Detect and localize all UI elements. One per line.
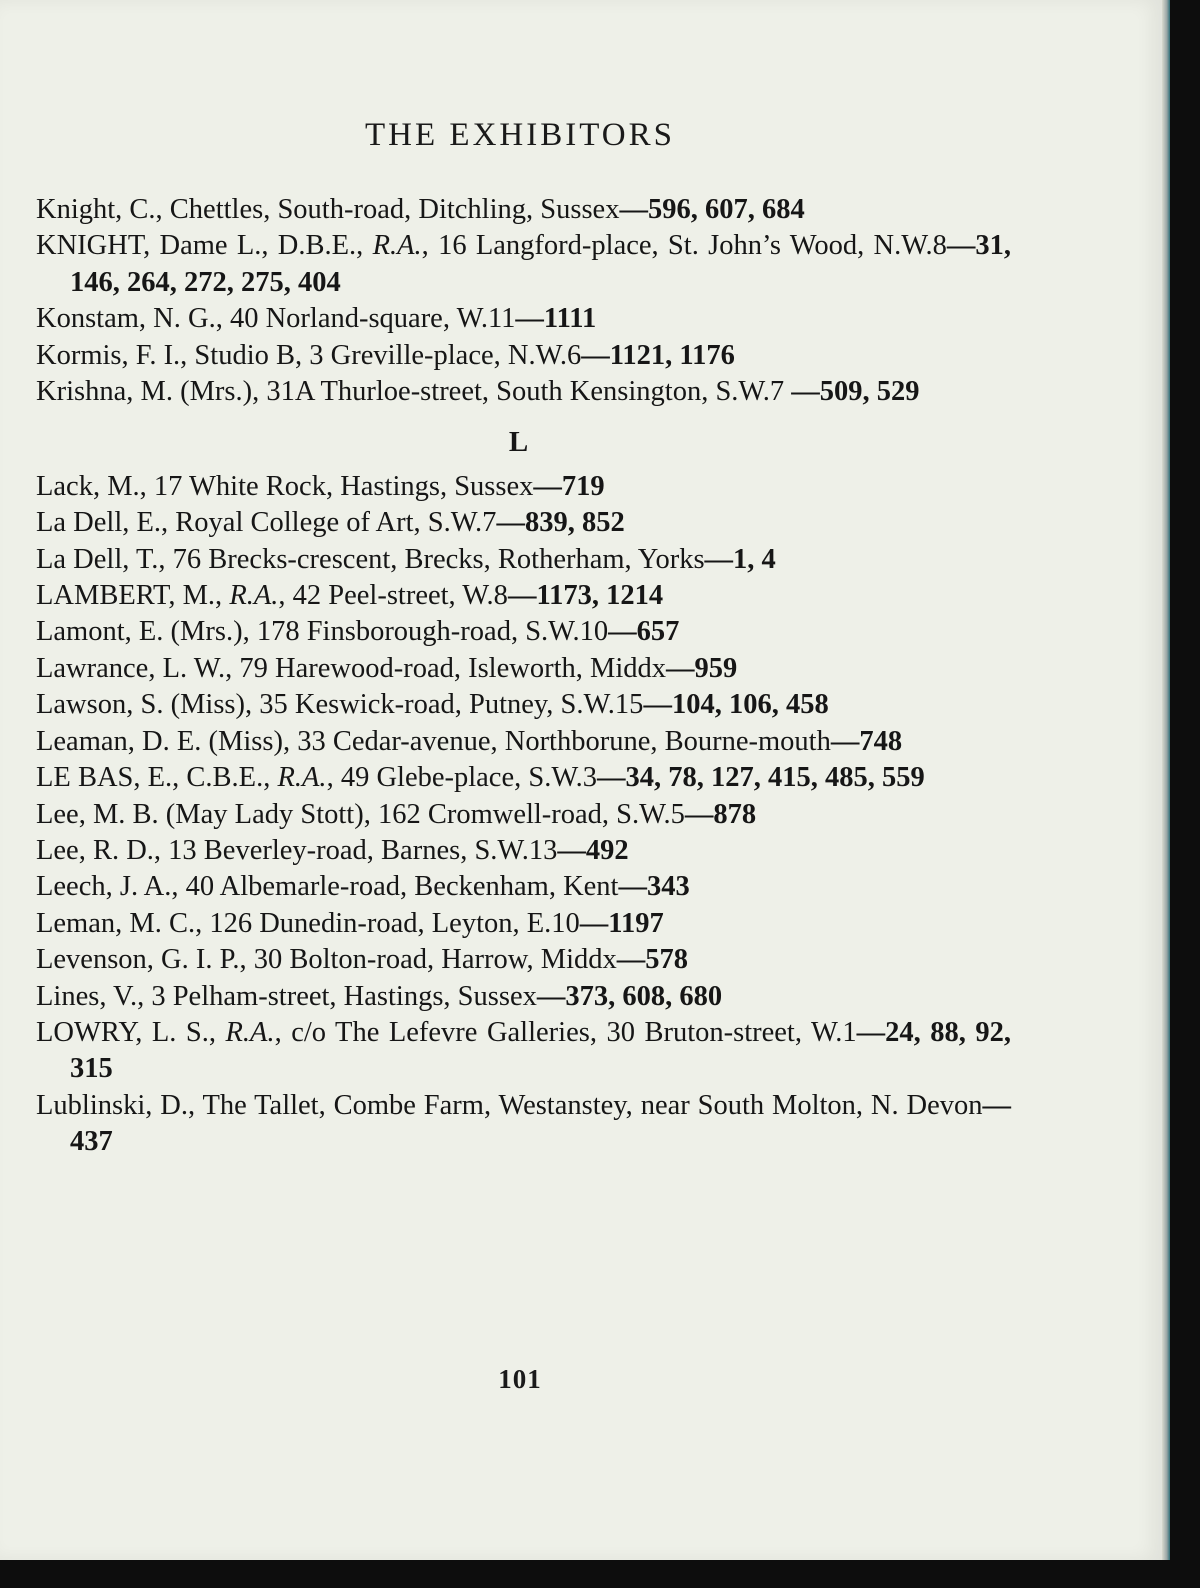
entry-text: Lack, M., 17 White Rock, Hastings, Sussex — [36, 470, 534, 502]
entry-text: Lee, M. B. (May Lady Stott), 162 Cromwell-road, S.W.5 — [36, 798, 685, 830]
entry-text: LAMBERT, M., — [36, 580, 230, 612]
entry-catalogue-numbers: —1, 4 — [704, 543, 776, 575]
entry-address: , 42 Peel-street, W.8 — [278, 580, 508, 612]
entry-catalogue-numbers: —1197 — [579, 907, 664, 939]
entry-catalogue-numbers: —24, 88, 92, 315 — [70, 1016, 1011, 1085]
entry-catalogue-numbers: —437 — [70, 1089, 1011, 1158]
entry-catalogue-numbers: —578 — [616, 944, 688, 976]
entry-text: LOWRY, L. S., — [36, 1016, 226, 1048]
entry-catalogue-numbers: —748 — [830, 725, 903, 757]
entry-rank: R.A. — [225, 1016, 275, 1048]
exhibitor-entry — [36, 1088, 1011, 1161]
exhibitor-entry — [36, 651, 1011, 687]
exhibitor-entry — [36, 869, 1011, 905]
entry-text: Leaman, D. E. (Miss), 33 Cedar-avenue, Northborune, Bourne-mouth — [36, 725, 831, 757]
entry-catalogue-numbers: —31, 146, 264, 272, 275, 404 — [70, 230, 1011, 298]
exhibitor-entry — [36, 338, 1011, 374]
exhibitor-entry — [36, 833, 1011, 869]
entry-text: Knight, C., Chettles, South-road, Ditchling, Sussex — [36, 194, 620, 225]
section-letter: L — [508, 426, 529, 459]
entry-rank: R.A. — [372, 230, 422, 262]
entry-catalogue-numbers: —596, 607, 684 — [619, 194, 805, 225]
page-number: 101 — [498, 1364, 542, 1394]
entry-address: , 49 Glebe-place, S.W.3 — [326, 762, 597, 794]
exhibitor-entry — [36, 724, 1011, 760]
entry-text: Lublinski, D., The Tallet, Combe Farm, Westanstey, near South Molton, N. Devon — [36, 1089, 983, 1121]
exhibitor-entry — [36, 469, 1011, 505]
exhibitor-group-k — [36, 192, 1011, 410]
exhibitor-entry — [36, 979, 1011, 1015]
entry-catalogue-numbers: —1121, 1176 — [581, 339, 735, 371]
exhibitor-entry — [36, 797, 1011, 833]
entry-catalogue-numbers: —878 — [684, 798, 757, 830]
entry-catalogue-numbers: —373, 608, 680 — [536, 980, 723, 1012]
entry-text: Konstam, N. G., 40 Norland-square, W.11 — [36, 303, 516, 335]
entry-text: Leman, M. C., 126 Dunedin-road, Leyton, E.10 — [36, 907, 580, 939]
exhibitor-entry — [36, 906, 1011, 942]
entry-rank: R.A. — [277, 762, 327, 794]
entry-catalogue-numbers: —104, 106, 458 — [643, 689, 829, 721]
entry-text: Lawrance, L. W., 79 Harewood-road, Isleworth, Middx — [36, 652, 666, 684]
entry-text: Krishna, M. (Mrs.), 31A Thurloe-street, South Kensington, S.W.7 — [36, 376, 785, 408]
entry-text: Lines, V., 3 Pelham-street, Hastings, Sussex — [36, 980, 537, 1012]
exhibitor-entry — [36, 505, 1011, 541]
entry-text: La Dell, E., Royal College of Art, S.W.7 — [36, 507, 497, 539]
exhibitor-entry — [36, 942, 1011, 978]
entry-catalogue-numbers: —657 — [608, 616, 680, 648]
entry-catalogue-numbers: —34, 78, 127, 415, 485, 559 — [596, 762, 925, 794]
exhibitor-entry — [36, 1015, 1011, 1088]
exhibitor-list — [36, 192, 1011, 1161]
entry-text: Lee, R. D., 13 Beverley-road, Barnes, S.W.13 — [36, 834, 558, 866]
entry-catalogue-numbers: —509, 529 — [784, 376, 920, 408]
entry-text: Levenson, G. I. P., 30 Bolton-road, Harrow, Middx — [36, 944, 617, 976]
exhibitor-entry — [36, 374, 1011, 410]
entry-text: Lamont, E. (Mrs.), 178 Finsborough-road, S.W.10 — [36, 616, 609, 648]
exhibitor-entry — [36, 301, 1011, 337]
entry-catalogue-numbers: —492 — [557, 834, 629, 866]
exhibitor-entry — [36, 614, 1011, 650]
entry-catalogue-numbers: —959 — [666, 652, 738, 684]
exhibitor-entry — [36, 192, 1011, 228]
entry-address: , 16 Langford-place, St. John’s Wood, N.W.8 — [421, 230, 947, 262]
entry-catalogue-numbers: —1111 — [515, 303, 597, 335]
exhibitor-group-l — [36, 469, 1011, 1161]
exhibitor-entry — [36, 228, 1011, 301]
entry-catalogue-numbers: —719 — [533, 470, 605, 502]
entry-text: LE BAS, E., C.B.E., — [36, 762, 278, 794]
page-title: THE EXHIBITORS — [365, 117, 675, 153]
exhibitor-entry — [36, 578, 1011, 614]
page-edge — [1162, 0, 1170, 1560]
exhibitor-entry — [36, 687, 1011, 723]
entry-rank: R.A. — [229, 580, 279, 612]
exhibitor-entry — [36, 760, 1011, 796]
entry-catalogue-numbers: —1173, 1214 — [507, 580, 664, 612]
entry-text: La Dell, T., 76 Brecks-crescent, Brecks, Rotherham, Yorks — [36, 543, 705, 575]
entry-catalogue-numbers: —839, 852 — [496, 507, 625, 539]
entry-text: Lawson, S. (Miss), 35 Keswick-road, Putney, S.W.15 — [36, 689, 644, 721]
entry-text: Kormis, F. I., Studio B, 3 Greville-place, N.W.6 — [36, 339, 582, 371]
exhibitor-entry — [36, 542, 1011, 578]
entry-address: , c/o The Lefevre Galleries, 30 Bruton-street, W.1 — [274, 1016, 857, 1048]
entry-catalogue-numbers: —343 — [618, 871, 690, 903]
entry-text: KNIGHT, Dame L., D.B.E., — [36, 230, 373, 262]
entry-text: Leech, J. A., 40 Albemarle-road, Beckenham, Kent — [36, 871, 619, 903]
